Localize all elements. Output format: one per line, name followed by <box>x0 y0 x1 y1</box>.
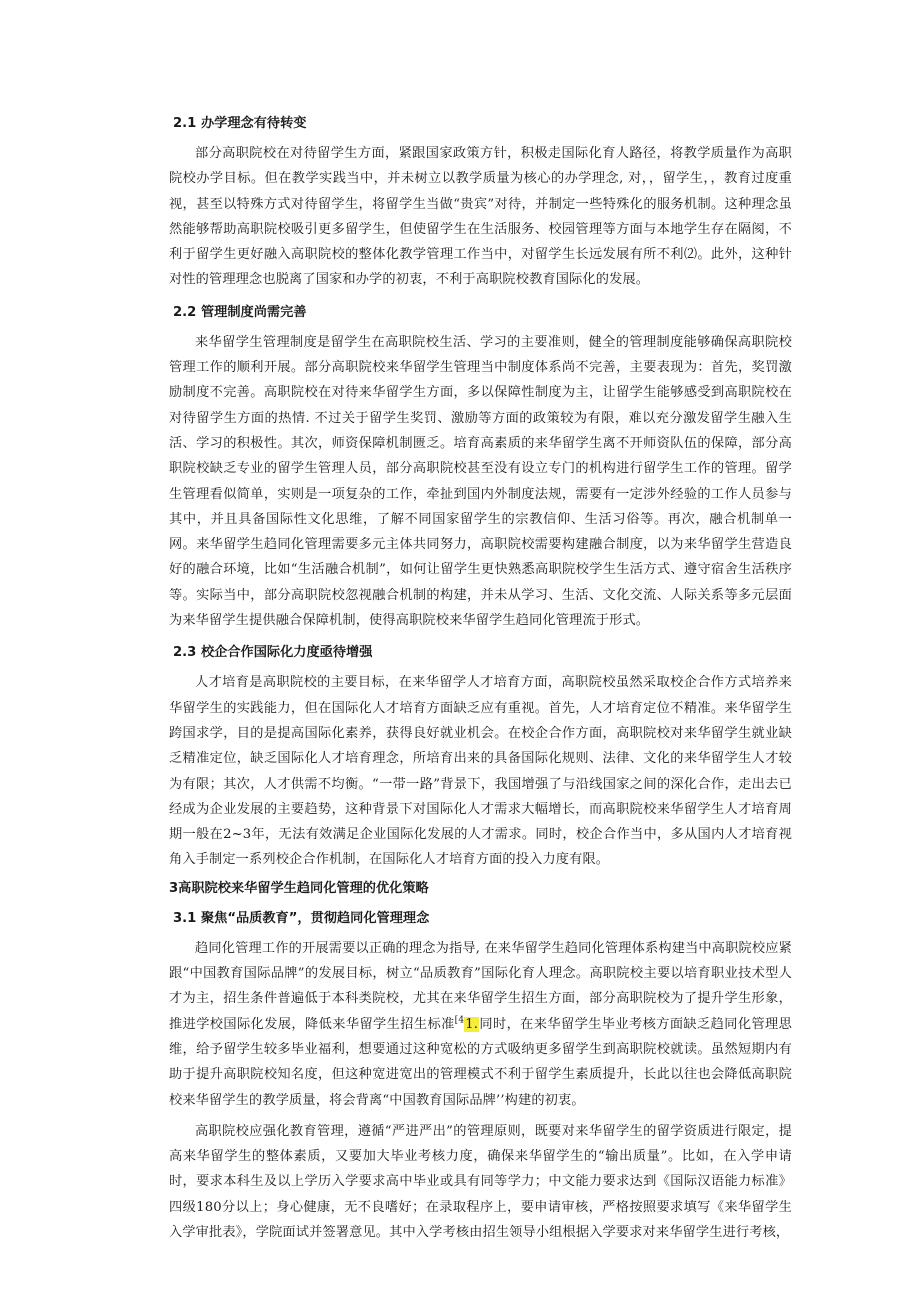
paragraph-3-1-b: 高职院校应强化教育管理，遵循“严进严出”的管理原则，既要对来华留学生的留学资质进行限定，提高来华留学生的整体素质，又要加大毕业考核力度，确保来华留学生的“输出质量”。比如，在入学申请时，要求本科生及以上学历入学要求高中毕业或具有同等学力；中文能力要求达到《国际汉语能力标准》四级180分以上；身心健康，无不良嗜好；在录取程序上，要申请审核，严格按照要求填写《来华留学生入学审批表》，学院面试并签署意见。其中入学考核由招生领导小组根据入学要求对来华留学生进行考核， <box>169 1123 792 1240</box>
document-body <box>169 104 792 1251</box>
section-heading-2-2: 2.2 管理制度尚需完善 <box>173 304 307 320</box>
paragraph-3-1-a <box>169 936 792 1113</box>
section-heading-2-1: 2.1 办学理念有待转变 <box>173 116 307 131</box>
chapter-heading-3: 3高职院校来华留学生趋同化管理的优化策略 <box>169 880 429 896</box>
paragraph-2-1: 部分高职院校在对待留学生方面，紧跟国家政策方针，积极走国际化育人路径，将教学质量作为高职院校办学目标。但在教学实践当中，并未树立以教学质量为核心的办学理念, 对，，留学生，，教育过度重视，甚至以特殊方式对待留学生，将留学生当做“贵宾”对待，并制定一些特殊化的服务机制。这种理念虽然能够帮助高职院校吸引更多留学生，但使留学生在生活服务、校园管理等方面与本地学生存在隔阂，不利于留学生更好融入高职院校的整体化教学管理工作当中，对留学生长远发展有所不利⑵。此外，这种针对性的管理理念也脱离了国家和办学的初衷，不利于高职院校教育国际化的发展。 <box>169 146 792 288</box>
citation-marker: [4 <box>454 1015 465 1026</box>
paragraph-2-3: 人才培育是高职院校的主要目标，在来华留学人才培育方面，高职院校虽然采取校企合作方式培养来华留学生的实践能力，但在国际化人才培育方面缺乏应有重视。首先，人才培育定位不精准。来华留学生跨国求学，目的是提高国际化素养，获得良好就业机会。在校企合作方面，高职院校对来华留学生就业缺乏精准定位，缺乏国际化人才培育理念，所培育出来的具备国际化规则、法律、文化的来华留学生人才较为有限；其次，人才供需不均衡。“一带一路”背景下，我国增强了与沿线国家之间的深化合作，走出去已经成为企业发展的主要趋势，这种背景下对国际化人才需求大幅增长，而高职院校来华留学生人才培育周期一般在2~3年，无法有效满足企业国际化发展的人才需求。同时，校企合作当中，多从国内人才培育视角入手制定一系列校企合作机制，在国际化人才培育方面的投入力度有限。 <box>169 675 792 868</box>
highlighted-text: 1. <box>465 1016 479 1032</box>
paragraph-3-1-a-part2: 同时，在来华留学生毕业考核方面缺乏趋同化管理思维，给予留学生较多毕业福利，想要通过这种宽松的方式吸纳更多留学生到高职院校就读。虽然短期内有助于提升高职院校知名度，但这种宽进宽出的管理模式不利于留学生素质提升，长此以往也会降低高职院校来华留学生的教学质量，将会背离“中国教育国际品牌’’构建的初衷。 <box>169 1016 792 1108</box>
section-heading-2-3: 2.3 校企合作国际化力度亟待增强 <box>173 645 373 661</box>
paragraph-3-1-a-part1: 趋同化管理工作的开展需要以正确的理念为指导, 在来华留学生趋同化管理体系构建当中高职院校应紧跟“中国教育国际品牌”的发展目标，树立“品质教育”国际化育人理念。高职院校主要以培育职业技术型人才为主，招生条件普遍低于本科类院校，尤其在来华留学生招生方面，部分高职院校为了提升学生形象，推进学校国际化发展，降低来华留学生招生标准 <box>169 940 792 1032</box>
section-heading-3-1: 3.1 聚焦“品质教育”，贯彻趋同化管理理念 <box>173 910 430 926</box>
paragraph-2-2: 来华留学生管理制度是留学生在高职院校生活、学习的主要准则，健全的管理制度能够确保高职院校管理工作的顺利开展。部分高职院校来华留学生管理当中制度体系尚不完善，主要表现为：首先，奖罚激励制度不完善。高职院校在对待来华留学生方面，多以保障性制度为主，让留学生能够感受到高职院校在对待留学生方面的热情. 不过关于留学生奖罚、激励等方面的政策较为有限，难以充分激发留学生融入生活、学习的积极性。其次，师资保障机制匮乏。培育高素质的来华留学生离不开师资队伍的保障，部分高职院校缺乏专业的留学生管理人员，部分高职院校甚至没有设立专门的机构进行留学生工作的管理。留学生管理看似简单，实则是一项复杂的工作，牵扯到国内外制度法规，需要有一定涉外经验的工作人员参与其中，并且具备国际性文化思维，了解不同国家留学生的宗教信仰、生活习俗等。再次，融合机制单一网。来华留学生趋同化管理需要多元主体共同努力，高职院校需要构建融合制度，以为来华留学生营造良好的融合环境，比如“生活融合机制”，如何让留学生更快熟悉高职院校学生生活方式、遵守宿舍生活秩序等。实际当中，部分高职院校忽视融合机制的构建，并未从学习、生活、文化交流、人际关系等多元层面为来华留学生提供融合保障机制，使得高职院校来华留学生趋同化管理流于形式。 <box>169 334 792 629</box>
